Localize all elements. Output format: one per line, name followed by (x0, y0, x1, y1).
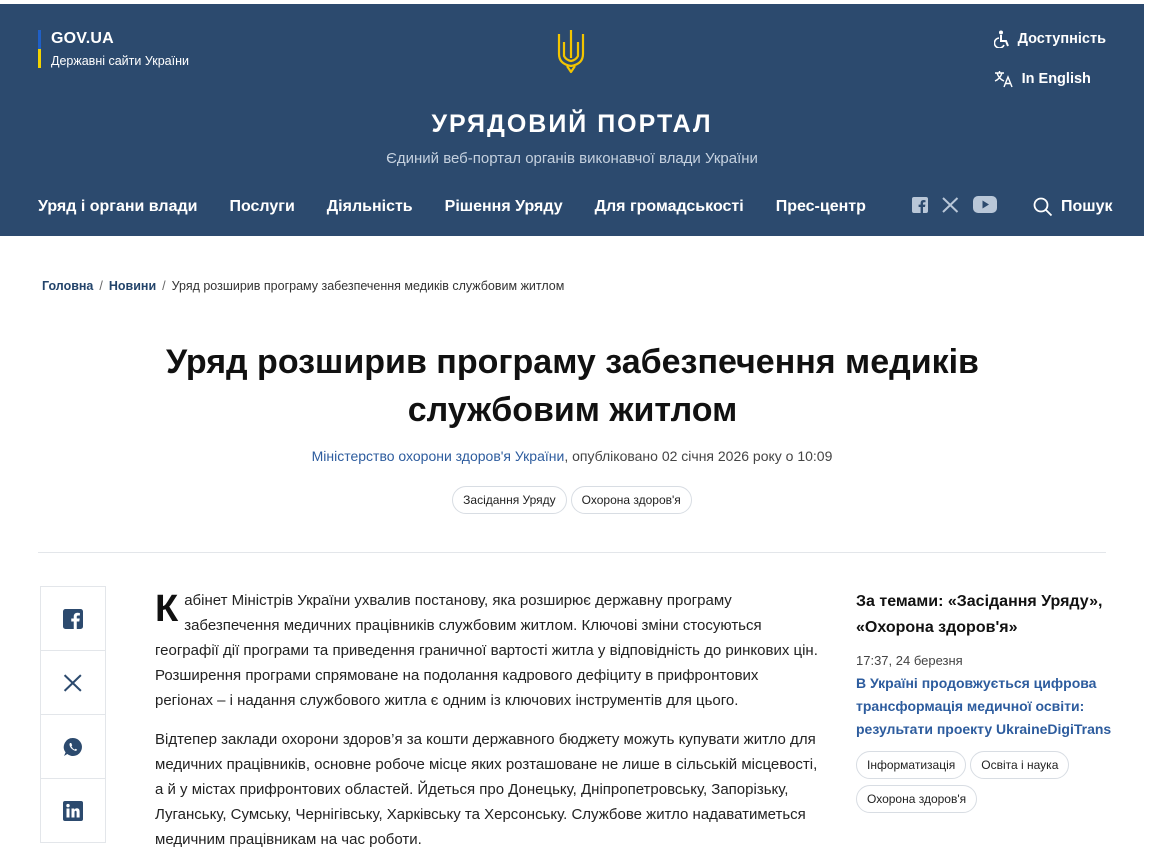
article-tags (0, 486, 1144, 514)
language-switch[interactable] (994, 68, 1106, 90)
article-source-link[interactable]: Міністерство охорони здоров'я України (311, 448, 565, 464)
x-icon (63, 674, 83, 692)
tag-government-session[interactable]: Засідання Уряду (452, 486, 566, 514)
breadcrumb-separator: / (162, 279, 166, 293)
nav-public[interactable]: Для громадськості (594, 198, 744, 215)
breadcrumb-current: Уряд розширив програму забезпечення медиків службовим житлом (171, 279, 565, 293)
article-paragraph (155, 588, 820, 713)
youtube-icon[interactable] (973, 196, 997, 213)
paragraph-text: абінет Міністрів України ухвалив постанову, яка розширює державну програму забезпечення медичних працівників службовим житлом. Ключові зміни стосуються географії дії програми та приведення граничної вартості житла у відповідність до ринкових цін. Розширення програми спрямоване на подолання кадрового дефіциту в прифронтових регіонах – і надання службового житла є одним із ключових інструментів для цього. (155, 592, 818, 709)
gov-ua-subtitle: Державні сайти України (51, 54, 189, 68)
search-icon (1033, 197, 1053, 217)
share-linkedin-button[interactable] (41, 779, 105, 843)
related-item-link[interactable]: В Україні продовжується цифрова трансформація медичної освіти: результати проекту UkraineDigiTrans (856, 675, 1112, 737)
translate-icon (994, 70, 1014, 88)
main-nav (38, 197, 898, 217)
breadcrumb (42, 279, 564, 293)
article-paragraph: Відтепер заклади охорони здоров’я за кошти державного бюджету можуть купувати житло для медичних працівників, основне робоче місце яких розташоване не лише в сільській місцевості, а й у містах прифронтових областей. Йдеться про Донецьку, Дніпропетровську, Запорізьку, Луганську, Сумську, Чернігівську, Харківську та Херсонську. Службове житло надаватиметься медичним працівникам на час роботи. (155, 731, 818, 848)
article-body (155, 588, 820, 866)
article-meta (0, 448, 1144, 464)
trident-logo-icon[interactable] (556, 28, 586, 74)
gov-ua-title: GOV.UA (51, 30, 114, 47)
linkedin-icon (63, 801, 83, 821)
site-header (0, 4, 1144, 236)
nav-activity[interactable]: Діяльність (326, 198, 413, 215)
portal-title[interactable]: УРЯДОВИЙ ПОРТАЛ (431, 110, 713, 138)
tag-healthcare[interactable]: Охорона здоров'я (856, 785, 977, 813)
nav-press-center[interactable]: Прес-центр (775, 198, 866, 215)
breadcrumb-news[interactable]: Новини (108, 279, 157, 293)
nav-services[interactable]: Послуги (229, 198, 295, 215)
related-title: За темами: «Засідання Уряду», «Охорона здоров'я» (856, 593, 1103, 636)
related-item-date: 17:37, 24 березня (856, 653, 963, 668)
language-label: In English (1021, 71, 1091, 87)
breadcrumb-home[interactable]: Головна (42, 279, 94, 293)
nav-decisions[interactable]: Рішення Уряду (444, 198, 563, 215)
article-published: , опубліковано 02 січня 2026 року о 10:09 (564, 448, 833, 464)
share-facebook-button[interactable] (41, 587, 105, 651)
share-whatsapp-button[interactable] (41, 715, 105, 779)
x-icon[interactable] (942, 197, 959, 213)
related-sidebar (856, 589, 1116, 819)
accessibility-label: Доступність (1017, 31, 1106, 47)
gov-ua-link[interactable] (38, 30, 189, 68)
share-x-button[interactable] (41, 651, 105, 715)
tag-education-science[interactable]: Освіта і наука (970, 751, 1069, 779)
related-item-tags (856, 751, 1116, 819)
search-button[interactable] (1033, 197, 1113, 217)
portal-subtitle: Єдиний веб-портал органів виконавчої влади України (386, 150, 758, 167)
divider (38, 552, 1106, 553)
tag-informatization[interactable]: Інформатизація (856, 751, 966, 779)
breadcrumb-separator: / (99, 279, 103, 293)
social-links (912, 196, 1011, 213)
accessibility-link[interactable] (994, 28, 1106, 50)
whatsapp-icon (63, 737, 83, 757)
search-label: Пошук (1061, 198, 1113, 215)
share-panel (40, 586, 106, 843)
nav-government[interactable]: Уряд і органи влади (38, 198, 198, 215)
accessibility-icon (994, 30, 1010, 48)
facebook-icon[interactable] (912, 197, 928, 213)
header-utilities (994, 28, 1106, 108)
tag-healthcare[interactable]: Охорона здоров'я (571, 486, 692, 514)
facebook-icon (63, 609, 83, 629)
article-title: Уряд розширив програму забезпечення медиків службовим житлом (166, 343, 979, 429)
drop-cap: К (155, 588, 179, 630)
